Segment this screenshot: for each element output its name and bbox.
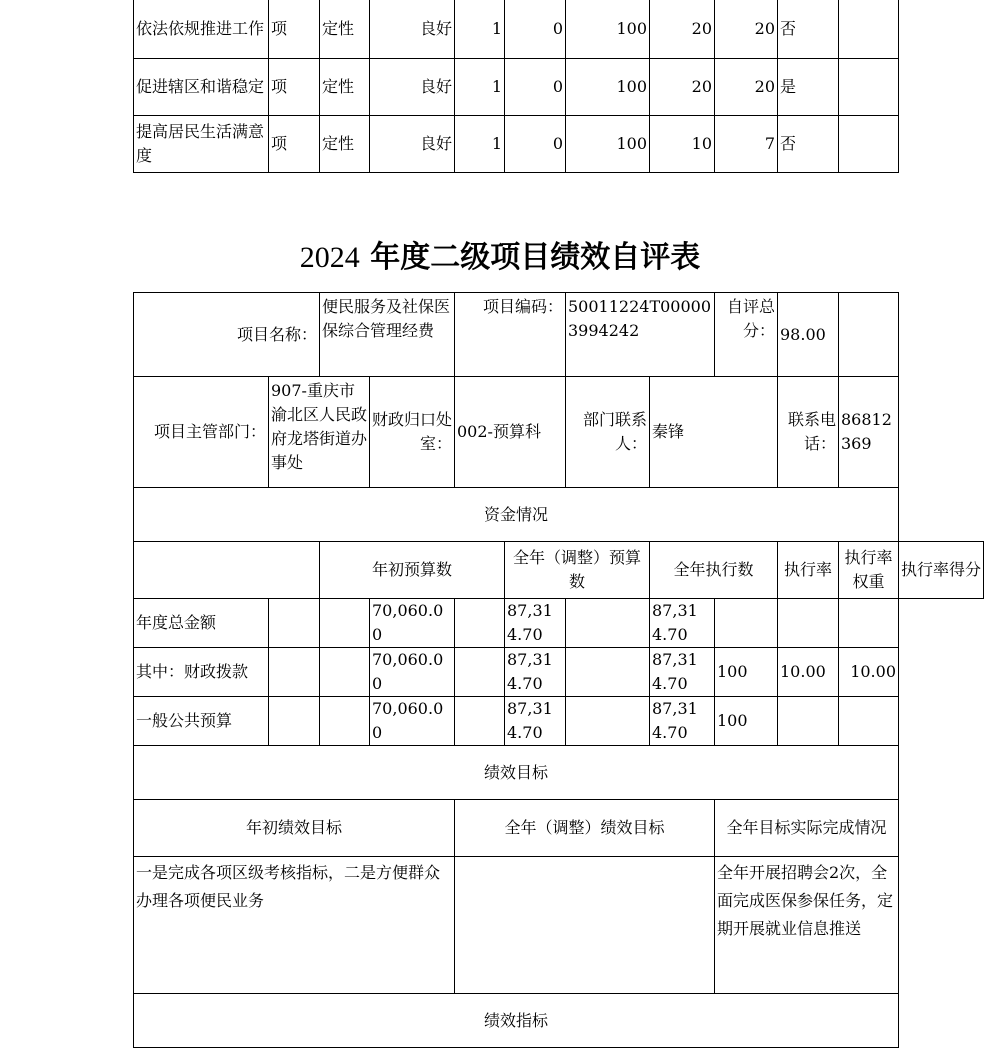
dept-value: 907-重庆市渝北区人民政府龙塔街道办事处 xyxy=(269,377,370,488)
indicator-note xyxy=(839,0,899,59)
adjusted-budget-value: 87,314.70 xyxy=(505,599,566,648)
indicator-value: 100 xyxy=(566,116,650,173)
indicator-type: 定性 xyxy=(320,0,370,59)
section-row xyxy=(134,746,984,800)
indicator-unit: 项 xyxy=(269,59,320,116)
indicator-unit: 项 xyxy=(269,116,320,173)
project-info-row xyxy=(134,293,984,377)
initial-budget-value: 70,060.00 xyxy=(370,599,455,648)
section-row xyxy=(134,994,984,1048)
actual-completion-text: 全年开展招聘会2次，全面完成医保参保任务，定期开展就业信息推送 xyxy=(715,857,899,994)
page-title: 2024 年度二级项目绩效自评表 xyxy=(299,240,701,275)
funds-section-title: 资金情况 xyxy=(134,488,899,542)
indicator-value: 100 xyxy=(566,0,650,59)
indicator-target: 良好 xyxy=(370,116,455,173)
indicator-type: 定性 xyxy=(320,59,370,116)
funds-row xyxy=(134,697,984,746)
indicator-yn: 否 xyxy=(778,116,839,173)
indicator-note xyxy=(839,59,899,116)
indicator-value: 20 xyxy=(650,0,715,59)
indicator-name: 促进辖区和谐稳定 xyxy=(134,59,269,116)
actual-completion-header: 全年目标实际完成情况 xyxy=(715,800,899,857)
funds-row xyxy=(134,599,984,648)
phone-value: 86812369 xyxy=(839,377,899,488)
execution-rate-value: 100 xyxy=(715,697,778,746)
section-row xyxy=(134,488,984,542)
table-row xyxy=(134,116,899,173)
indicator-value: 100 xyxy=(566,59,650,116)
project-code-label: 项目编码： xyxy=(482,297,563,316)
indicator-value: 20 xyxy=(715,0,778,59)
project-code-cell xyxy=(455,293,566,377)
evaluation-form xyxy=(133,292,984,1048)
executed-value: 87,314.70 xyxy=(650,648,715,697)
initial-goal-header: 年初绩效目标 xyxy=(134,800,455,857)
indicator-unit: 项 xyxy=(269,0,320,59)
total-score-label: 自评总分： xyxy=(715,293,778,377)
executed-value: 87,314.70 xyxy=(650,697,715,746)
funds-row-label: 一般公共预算 xyxy=(134,697,269,746)
indicator-value: 1 xyxy=(455,116,505,173)
initial-budget-value: 70,060.00 xyxy=(370,697,455,746)
indicator-name: 依法依规推进工作 xyxy=(134,0,269,59)
indicator-value: 0 xyxy=(505,0,566,59)
rate-weight-value xyxy=(778,599,839,648)
project-code-value: 50011224T000003994242 xyxy=(566,293,715,377)
indicator-table-continued xyxy=(133,0,899,173)
execution-rate-value xyxy=(715,599,778,648)
adjusted-budget-header: 全年（调整）预算数 xyxy=(505,542,650,599)
executed-header: 全年执行数 xyxy=(650,542,778,599)
executed-value: 87,314.70 xyxy=(650,599,715,648)
project-name-value: 便民服务及社保医保综合管理经费 xyxy=(320,293,455,377)
indicator-note xyxy=(839,116,899,173)
office-label: 财政归口处室： xyxy=(370,377,455,488)
adjusted-budget-value: 87,314.70 xyxy=(505,648,566,697)
contact-value: 秦锋 xyxy=(650,377,778,488)
office-value: 002-预算科 xyxy=(455,377,566,488)
rate-score-value: 10.00 xyxy=(839,648,899,697)
execution-rate-value: 100 xyxy=(715,648,778,697)
rate-score-value xyxy=(839,697,899,746)
rate-weight-value xyxy=(778,697,839,746)
table-row xyxy=(134,0,899,59)
initial-budget-value: 70,060.00 xyxy=(370,648,455,697)
goals-header-row xyxy=(134,800,984,857)
indicator-value: 0 xyxy=(505,59,566,116)
indicator-value: 1 xyxy=(455,59,505,116)
project-info-row xyxy=(134,377,984,488)
goals-section-title: 绩效目标 xyxy=(134,746,899,800)
indicator-value: 20 xyxy=(650,59,715,116)
funds-row-label: 其中：财政拨款 xyxy=(134,648,269,697)
indicators-section-title: 绩效指标 xyxy=(134,994,899,1048)
project-name-label: 项目名称： xyxy=(134,293,320,377)
indicator-value: 7 xyxy=(715,116,778,173)
indicator-value: 10 xyxy=(650,116,715,173)
indicator-yn: 是 xyxy=(778,59,839,116)
total-score-value: 98.00 xyxy=(778,293,839,377)
adjusted-budget-value: 87,314.70 xyxy=(505,697,566,746)
execution-rate-header: 执行率 xyxy=(778,542,839,599)
adjusted-goal-text xyxy=(455,857,715,994)
indicator-value: 0 xyxy=(505,116,566,173)
rate-weight-value: 10.00 xyxy=(778,648,839,697)
indicator-name: 提高居民生活满意度 xyxy=(134,116,269,173)
funds-row-label: 年度总金额 xyxy=(134,599,269,648)
indicator-value: 1 xyxy=(455,0,505,59)
rate-weight-header: 执行率权重 xyxy=(839,542,899,599)
initial-budget-header: 年初预算数 xyxy=(320,542,505,599)
rate-score-value xyxy=(839,599,899,648)
indicator-type: 定性 xyxy=(320,116,370,173)
initial-goal-text: 一是完成各项区级考核指标，二是方便群众办理各项便民业务 xyxy=(134,857,455,994)
table-row xyxy=(134,59,899,116)
indicator-value: 20 xyxy=(715,59,778,116)
indicator-yn: 否 xyxy=(778,0,839,59)
adjusted-goal-header: 全年（调整）绩效目标 xyxy=(455,800,715,857)
funds-header-row xyxy=(134,542,984,599)
phone-label: 联系电话： xyxy=(778,377,839,488)
indicator-target: 良好 xyxy=(370,59,455,116)
contact-label: 部门联系人： xyxy=(566,377,650,488)
rate-score-header: 执行率得分 xyxy=(899,542,984,599)
dept-label: 项目主管部门： xyxy=(134,377,269,488)
funds-row xyxy=(134,648,984,697)
indicator-target: 良好 xyxy=(370,0,455,59)
goals-row xyxy=(134,857,984,994)
